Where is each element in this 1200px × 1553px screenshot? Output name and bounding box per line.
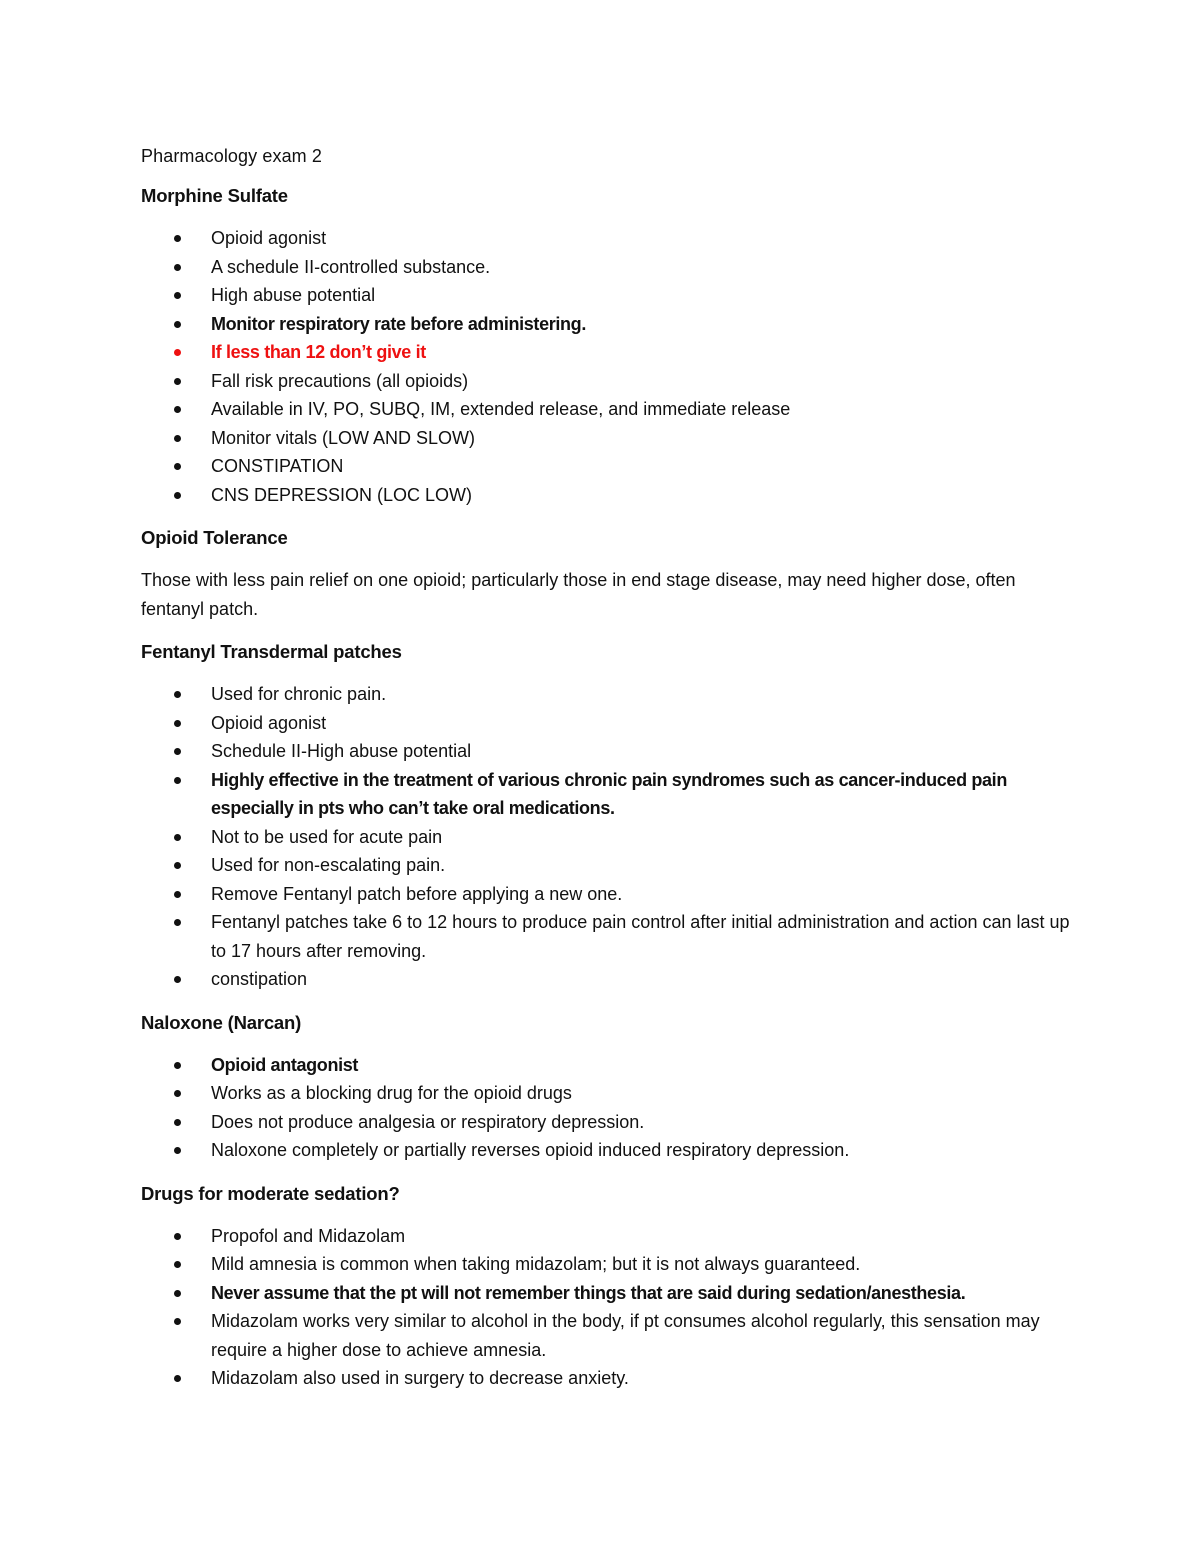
list-item-text: Does not produce analgesia or respiratory depression. bbox=[211, 1111, 645, 1132]
list-item bbox=[141, 253, 1071, 282]
list-item-text: Highly effective in the treatment of various chronic pain syndromes such as cancer-induced pain especially in pts who can’t take oral medications. bbox=[211, 769, 1007, 818]
list-item bbox=[141, 709, 1071, 738]
list-item bbox=[141, 1079, 1071, 1108]
list-item-text: High abuse potential bbox=[211, 285, 376, 305]
list-item bbox=[141, 1222, 1071, 1251]
list-item-text: Fall risk precautions (all opioids) bbox=[211, 370, 469, 391]
list-item-text: Never assume that the pt will not remember things that are said during sedation/anesthesia. bbox=[211, 1282, 966, 1303]
list-item bbox=[141, 1279, 1071, 1308]
list-item-text: Used for non-escalating pain. bbox=[211, 855, 446, 875]
list-item bbox=[141, 880, 1071, 909]
list-item bbox=[141, 965, 1071, 994]
list-item bbox=[141, 481, 1071, 510]
list-item-text: Midazolam works very similar to alcohol in the body, if pt consumes alcohol regularly, this sensation may require a higher dose to achieve amnesia. bbox=[211, 1311, 1040, 1360]
bullet-icon bbox=[174, 862, 181, 869]
bullet-icon bbox=[174, 720, 181, 727]
bullet-icon bbox=[174, 691, 181, 698]
list-item-text: CONSTIPATION bbox=[211, 456, 344, 476]
list-item-text: Propofol and Midazolam bbox=[211, 1225, 406, 1246]
bullet-icon bbox=[174, 1261, 181, 1268]
list-item-text: Opioid agonist bbox=[211, 228, 327, 248]
bullet-icon bbox=[174, 235, 181, 242]
list-item-text: If less than 12 don’t give it bbox=[211, 342, 426, 362]
bullet-icon bbox=[174, 748, 181, 755]
list-item-text: Naloxone completely or partially reverses opioid induced respiratory depression. bbox=[211, 1140, 850, 1160]
bullet-icon bbox=[174, 378, 181, 385]
list-item bbox=[141, 1136, 1071, 1165]
list-item bbox=[141, 766, 1071, 823]
bullet-icon bbox=[174, 463, 181, 470]
bullet-icon bbox=[174, 406, 181, 413]
bullet-icon bbox=[174, 1375, 181, 1382]
bullet-icon bbox=[174, 1119, 181, 1126]
bullet-icon bbox=[174, 1290, 181, 1297]
bullet-list bbox=[141, 1222, 1071, 1393]
bullet-icon bbox=[174, 1090, 181, 1097]
section-heading: Drugs for moderate sedation? bbox=[141, 1182, 400, 1204]
section-heading: Opioid Tolerance bbox=[141, 527, 288, 548]
bullet-icon bbox=[174, 292, 181, 299]
list-item bbox=[141, 281, 1071, 310]
bullet-icon bbox=[174, 1233, 181, 1240]
bullet-icon bbox=[174, 349, 181, 356]
bullet-icon bbox=[174, 321, 181, 328]
bullet-icon bbox=[174, 1062, 181, 1069]
bullet-icon bbox=[174, 492, 181, 499]
list-item-text: Remove Fentanyl patch before applying a new one. bbox=[211, 883, 623, 904]
bullet-icon bbox=[174, 264, 181, 271]
list-item-text: Available in IV, PO, SUBQ, IM, extended release, and immediate release bbox=[211, 399, 791, 419]
document-title: Pharmacology exam 2 bbox=[141, 146, 322, 166]
list-item bbox=[141, 338, 1071, 367]
list-item-text: constipation bbox=[211, 969, 308, 989]
list-item-text: Mild amnesia is common when taking midazolam; but it is not always guaranteed. bbox=[211, 1254, 861, 1274]
bullet-icon bbox=[174, 777, 181, 784]
document-body bbox=[141, 182, 1071, 1393]
bullet-list bbox=[141, 680, 1071, 994]
list-item-text: Not to be used for acute pain bbox=[211, 826, 443, 847]
list-item bbox=[141, 452, 1071, 481]
list-item-text: Opioid antagonist bbox=[211, 1054, 359, 1075]
list-item-text: Monitor vitals (LOW AND SLOW) bbox=[211, 427, 476, 448]
list-item bbox=[141, 224, 1071, 253]
list-item bbox=[141, 851, 1071, 880]
list-item bbox=[141, 680, 1071, 709]
list-item bbox=[141, 424, 1071, 453]
list-item-text: Used for chronic pain. bbox=[211, 684, 387, 704]
bullet-icon bbox=[174, 976, 181, 983]
list-item bbox=[141, 823, 1071, 852]
bullet-list bbox=[141, 1051, 1071, 1165]
list-item-text: Fentanyl patches take 6 to 12 hours to produce pain control after initial administration and action can last up to 17 hours after removing. bbox=[211, 912, 1070, 961]
bullet-icon bbox=[174, 435, 181, 442]
list-item bbox=[141, 1364, 1071, 1393]
bullet-icon bbox=[174, 1147, 181, 1154]
list-item bbox=[141, 1051, 1071, 1080]
list-item bbox=[141, 1250, 1071, 1279]
section-paragraph: Those with less pain relief on one opioid; particularly those in end stage disease, may need higher dose, often fentanyl patch. bbox=[141, 570, 1016, 619]
list-item-text: Midazolam also used in surgery to decrease anxiety. bbox=[211, 1368, 629, 1388]
section-heading: Morphine Sulfate bbox=[141, 185, 288, 206]
list-item-text: Works as a blocking drug for the opioid drugs bbox=[211, 1083, 572, 1103]
bullet-icon bbox=[174, 919, 181, 926]
section-heading: Naloxone (Narcan) bbox=[141, 1011, 302, 1033]
list-item bbox=[141, 908, 1071, 965]
list-item-text: Opioid agonist bbox=[211, 712, 327, 733]
document-page bbox=[141, 142, 1071, 1408]
bullet-icon bbox=[174, 891, 181, 898]
bullet-list bbox=[141, 224, 1071, 509]
bullet-icon bbox=[174, 834, 181, 841]
list-item-text: A schedule II-controlled substance. bbox=[211, 256, 491, 277]
list-item bbox=[141, 1108, 1071, 1137]
list-item bbox=[141, 310, 1071, 339]
bullet-icon bbox=[174, 1318, 181, 1325]
list-item bbox=[141, 395, 1071, 424]
list-item bbox=[141, 737, 1071, 766]
list-item-text: Monitor respiratory rate before administering. bbox=[211, 313, 586, 334]
list-item-text: CNS DEPRESSION (LOC LOW) bbox=[211, 484, 473, 505]
list-item bbox=[141, 367, 1071, 396]
section-heading: Fentanyl Transdermal patches bbox=[141, 641, 402, 662]
list-item bbox=[141, 1307, 1071, 1364]
list-item-text: Schedule II-High abuse potential bbox=[211, 741, 472, 761]
